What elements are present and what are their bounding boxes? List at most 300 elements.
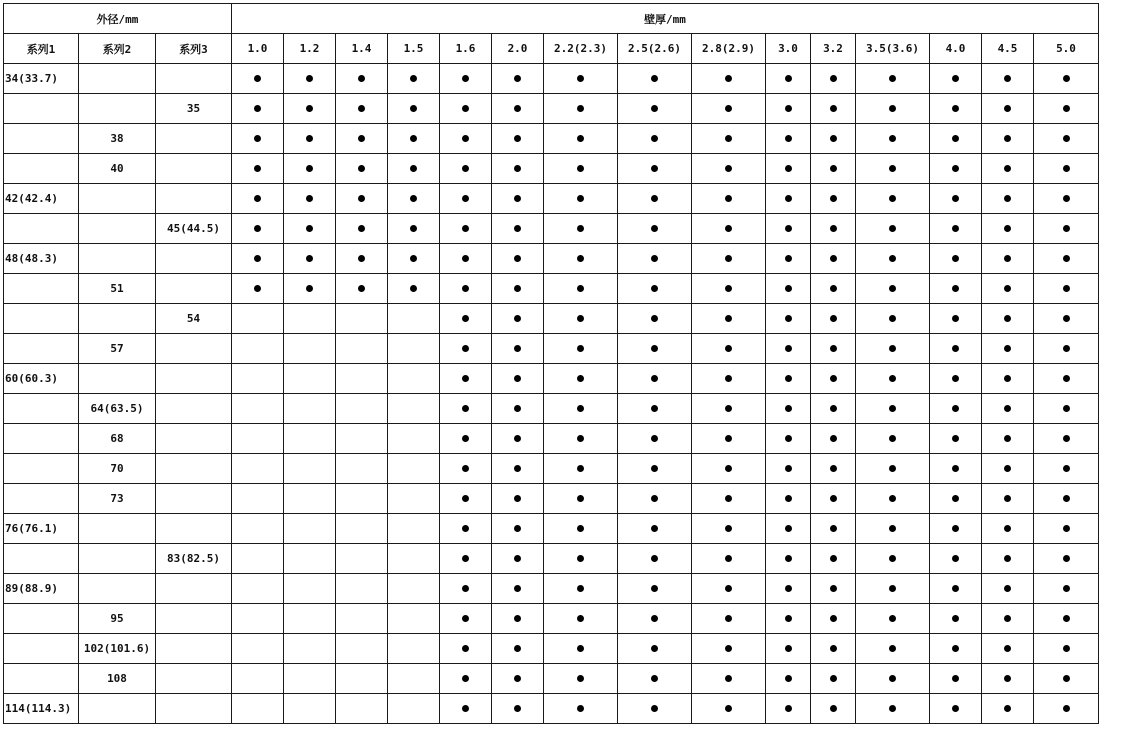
thickness-cell <box>1034 634 1099 664</box>
thickness-cell <box>618 304 692 334</box>
thickness-cell <box>284 304 336 334</box>
outer-diameter-series-1-cell: 114(114.3) <box>4 694 79 724</box>
table-row <box>4 274 1099 304</box>
thickness-cell <box>336 394 388 424</box>
thickness-cell <box>618 394 692 424</box>
availability-dot-icon <box>1063 675 1070 682</box>
outer-diameter-series-3-cell: 35 <box>156 94 232 124</box>
thickness-cell <box>930 94 982 124</box>
thickness-cell <box>388 94 440 124</box>
thickness-cell <box>284 154 336 184</box>
outer-diameter-series-1-cell <box>4 334 79 364</box>
availability-dot-icon <box>952 495 959 502</box>
thickness-cell <box>232 124 284 154</box>
thickness-cell <box>492 244 544 274</box>
availability-dot-icon <box>358 165 365 172</box>
availability-dot-icon <box>577 495 584 502</box>
availability-dot-icon <box>462 345 469 352</box>
availability-dot-icon <box>952 195 959 202</box>
thickness-cell <box>232 634 284 664</box>
outer-diameter-series-1-cell: 76(76.1) <box>4 514 79 544</box>
availability-dot-icon <box>306 285 313 292</box>
availability-dot-icon <box>785 375 792 382</box>
availability-dot-icon <box>410 135 417 142</box>
thickness-cell <box>766 484 811 514</box>
outer-diameter-series-2-cell: 64(63.5) <box>79 394 156 424</box>
outer-diameter-series-2-cell <box>79 514 156 544</box>
thickness-cell <box>284 484 336 514</box>
availability-dot-icon <box>462 435 469 442</box>
availability-dot-icon <box>725 585 732 592</box>
availability-dot-icon <box>785 465 792 472</box>
availability-dot-icon <box>725 165 732 172</box>
thickness-cell <box>766 304 811 334</box>
availability-dot-icon <box>830 225 837 232</box>
thickness-cell <box>388 604 440 634</box>
thickness-cell <box>388 424 440 454</box>
thickness-header: 1.0 <box>232 34 284 64</box>
table-row <box>4 544 1099 574</box>
thickness-cell <box>440 454 492 484</box>
availability-dot-icon <box>1063 135 1070 142</box>
outer-diameter-series-3-cell <box>156 334 232 364</box>
thickness-cell <box>232 364 284 394</box>
table-row <box>4 664 1099 694</box>
availability-dot-icon <box>830 585 837 592</box>
availability-dot-icon <box>952 375 959 382</box>
thickness-cell <box>336 574 388 604</box>
outer-diameter-series-1-cell: 34(33.7) <box>4 64 79 94</box>
thickness-cell <box>232 574 284 604</box>
thickness-cell <box>930 364 982 394</box>
thickness-cell <box>388 304 440 334</box>
thickness-cell <box>811 394 856 424</box>
availability-dot-icon <box>410 195 417 202</box>
thickness-cell <box>766 94 811 124</box>
availability-dot-icon <box>1004 495 1011 502</box>
table-row <box>4 574 1099 604</box>
thickness-cell <box>930 574 982 604</box>
thickness-cell <box>440 154 492 184</box>
outer-diameter-series-3-cell <box>156 64 232 94</box>
thickness-cell <box>856 154 930 184</box>
availability-dot-icon <box>462 255 469 262</box>
availability-dot-icon <box>306 255 313 262</box>
thickness-cell <box>766 244 811 274</box>
outer-diameter-series-3-cell <box>156 364 232 394</box>
thickness-cell <box>336 514 388 544</box>
thickness-cell <box>856 394 930 424</box>
thickness-cell <box>766 574 811 604</box>
thickness-cell <box>618 124 692 154</box>
availability-dot-icon <box>785 645 792 652</box>
thickness-cell <box>284 604 336 634</box>
availability-dot-icon <box>1063 105 1070 112</box>
availability-dot-icon <box>577 705 584 712</box>
availability-dot-icon <box>830 375 837 382</box>
thickness-cell <box>1034 664 1099 694</box>
thickness-cell <box>930 304 982 334</box>
thickness-cell <box>440 544 492 574</box>
availability-dot-icon <box>1063 285 1070 292</box>
thickness-cell <box>811 64 856 94</box>
outer-diameter-series-1-cell: 42(42.4) <box>4 184 79 214</box>
outer-diameter-series-2-cell: 38 <box>79 124 156 154</box>
outer-diameter-series-2-cell: 57 <box>79 334 156 364</box>
availability-dot-icon <box>785 705 792 712</box>
outer-diameter-series-1-cell <box>4 544 79 574</box>
thickness-cell <box>336 484 388 514</box>
thickness-cell <box>692 304 766 334</box>
thickness-cell <box>492 424 544 454</box>
outer-diameter-series-1-cell <box>4 94 79 124</box>
availability-dot-icon <box>725 135 732 142</box>
availability-dot-icon <box>785 435 792 442</box>
thickness-cell <box>766 364 811 394</box>
thickness-cell <box>1034 574 1099 604</box>
thickness-cell <box>930 514 982 544</box>
thickness-cell <box>1034 244 1099 274</box>
availability-dot-icon <box>785 555 792 562</box>
thickness-cell <box>766 394 811 424</box>
thickness-cell <box>232 64 284 94</box>
availability-dot-icon <box>410 225 417 232</box>
availability-dot-icon <box>651 405 658 412</box>
thickness-cell <box>492 94 544 124</box>
availability-dot-icon <box>952 225 959 232</box>
series-2-header: 系列2 <box>79 34 156 64</box>
availability-dot-icon <box>889 405 896 412</box>
availability-dot-icon <box>651 525 658 532</box>
availability-dot-icon <box>830 135 837 142</box>
availability-dot-icon <box>514 525 521 532</box>
availability-dot-icon <box>725 645 732 652</box>
thickness-cell <box>618 544 692 574</box>
thickness-cell <box>982 634 1034 664</box>
thickness-cell <box>692 124 766 154</box>
thickness-cell <box>692 664 766 694</box>
thickness-cell <box>930 394 982 424</box>
thickness-cell <box>1034 274 1099 304</box>
thickness-cell <box>930 664 982 694</box>
outer-diameter-series-3-cell <box>156 664 232 694</box>
availability-dot-icon <box>785 615 792 622</box>
availability-dot-icon <box>462 645 469 652</box>
availability-dot-icon <box>514 645 521 652</box>
availability-dot-icon <box>952 675 959 682</box>
thickness-cell <box>766 424 811 454</box>
availability-dot-icon <box>514 345 521 352</box>
thickness-cell <box>388 64 440 94</box>
availability-dot-icon <box>1004 135 1011 142</box>
availability-dot-icon <box>1004 255 1011 262</box>
availability-dot-icon <box>1004 525 1011 532</box>
thickness-cell <box>856 484 930 514</box>
thickness-cell <box>618 694 692 724</box>
outer-diameter-series-2-cell: 51 <box>79 274 156 304</box>
thickness-cell <box>388 394 440 424</box>
availability-dot-icon <box>1063 495 1070 502</box>
availability-dot-icon <box>952 585 959 592</box>
thickness-cell <box>1034 424 1099 454</box>
outer-diameter-series-3-cell: 54 <box>156 304 232 334</box>
pipe-dimension-table <box>3 3 1099 724</box>
outer-diameter-series-2-cell: 102(101.6) <box>79 634 156 664</box>
thickness-cell <box>492 124 544 154</box>
thickness-header: 5.0 <box>1034 34 1099 64</box>
thickness-cell <box>336 214 388 244</box>
thickness-cell <box>336 544 388 574</box>
thickness-cell <box>440 94 492 124</box>
availability-dot-icon <box>577 585 584 592</box>
thickness-cell <box>618 274 692 304</box>
outer-diameter-series-3-cell <box>156 244 232 274</box>
thickness-cell <box>982 244 1034 274</box>
thickness-cell <box>1034 154 1099 184</box>
outer-diameter-header: 外径/mm <box>4 4 232 34</box>
thickness-cell <box>232 184 284 214</box>
thickness-cell <box>440 274 492 304</box>
thickness-cell <box>440 574 492 604</box>
thickness-cell <box>440 124 492 154</box>
availability-dot-icon <box>830 555 837 562</box>
thickness-cell <box>544 94 618 124</box>
thickness-cell <box>284 394 336 424</box>
outer-diameter-series-2-cell <box>79 214 156 244</box>
availability-dot-icon <box>514 165 521 172</box>
thickness-cell <box>692 364 766 394</box>
availability-dot-icon <box>410 75 417 82</box>
thickness-header: 4.0 <box>930 34 982 64</box>
availability-dot-icon <box>651 165 658 172</box>
availability-dot-icon <box>785 315 792 322</box>
availability-dot-icon <box>1004 585 1011 592</box>
thickness-cell <box>336 94 388 124</box>
availability-dot-icon <box>577 465 584 472</box>
thickness-cell <box>388 454 440 484</box>
availability-dot-icon <box>889 315 896 322</box>
outer-diameter-series-3-cell <box>156 694 232 724</box>
thickness-cell <box>982 94 1034 124</box>
thickness-cell <box>692 514 766 544</box>
thickness-cell <box>284 244 336 274</box>
table-body <box>4 64 1099 724</box>
availability-dot-icon <box>254 225 261 232</box>
availability-dot-icon <box>725 405 732 412</box>
table-row <box>4 604 1099 634</box>
thickness-cell <box>856 124 930 154</box>
outer-diameter-series-2-cell <box>79 364 156 394</box>
availability-dot-icon <box>889 675 896 682</box>
availability-dot-icon <box>514 75 521 82</box>
availability-dot-icon <box>462 525 469 532</box>
availability-dot-icon <box>1004 405 1011 412</box>
outer-diameter-series-3-cell: 45(44.5) <box>156 214 232 244</box>
thickness-cell <box>692 574 766 604</box>
table-row <box>4 154 1099 184</box>
thickness-cell <box>856 334 930 364</box>
availability-dot-icon <box>577 675 584 682</box>
thickness-cell <box>982 274 1034 304</box>
outer-diameter-series-1-cell <box>4 124 79 154</box>
availability-dot-icon <box>514 225 521 232</box>
availability-dot-icon <box>785 225 792 232</box>
table-row <box>4 424 1099 454</box>
table-row <box>4 514 1099 544</box>
availability-dot-icon <box>952 105 959 112</box>
thickness-cell <box>766 334 811 364</box>
thickness-cell <box>766 184 811 214</box>
availability-dot-icon <box>358 195 365 202</box>
thickness-cell <box>692 544 766 574</box>
availability-dot-icon <box>651 315 658 322</box>
thickness-cell <box>930 424 982 454</box>
thickness-cell <box>440 694 492 724</box>
availability-dot-icon <box>1063 645 1070 652</box>
availability-dot-icon <box>785 675 792 682</box>
availability-dot-icon <box>462 675 469 682</box>
thickness-cell <box>811 244 856 274</box>
thickness-cell <box>856 574 930 604</box>
thickness-cell <box>1034 94 1099 124</box>
thickness-cell <box>544 154 618 184</box>
thickness-cell <box>856 304 930 334</box>
thickness-cell <box>856 244 930 274</box>
availability-dot-icon <box>889 345 896 352</box>
thickness-cell <box>232 334 284 364</box>
thickness-cell <box>284 544 336 574</box>
availability-dot-icon <box>952 75 959 82</box>
thickness-cell <box>492 214 544 244</box>
thickness-cell <box>856 454 930 484</box>
outer-diameter-series-3-cell: 83(82.5) <box>156 544 232 574</box>
table-row <box>4 334 1099 364</box>
outer-diameter-series-2-cell <box>79 94 156 124</box>
availability-dot-icon <box>514 105 521 112</box>
outer-diameter-series-1-cell <box>4 604 79 634</box>
thickness-cell <box>618 214 692 244</box>
availability-dot-icon <box>577 375 584 382</box>
thickness-cell <box>811 304 856 334</box>
availability-dot-icon <box>462 375 469 382</box>
availability-dot-icon <box>952 555 959 562</box>
availability-dot-icon <box>306 225 313 232</box>
thickness-cell <box>544 634 618 664</box>
availability-dot-icon <box>725 555 732 562</box>
availability-dot-icon <box>358 75 365 82</box>
outer-diameter-series-3-cell <box>156 514 232 544</box>
thickness-cell <box>440 244 492 274</box>
availability-dot-icon <box>889 255 896 262</box>
thickness-cell <box>766 154 811 184</box>
thickness-cell <box>232 694 284 724</box>
availability-dot-icon <box>830 465 837 472</box>
availability-dot-icon <box>785 105 792 112</box>
availability-dot-icon <box>410 255 417 262</box>
thickness-header: 3.0 <box>766 34 811 64</box>
thickness-cell <box>982 334 1034 364</box>
outer-diameter-series-3-cell <box>156 184 232 214</box>
thickness-cell <box>930 454 982 484</box>
thickness-cell <box>982 124 1034 154</box>
availability-dot-icon <box>1004 645 1011 652</box>
availability-dot-icon <box>651 555 658 562</box>
availability-dot-icon <box>462 705 469 712</box>
availability-dot-icon <box>725 285 732 292</box>
thickness-cell <box>284 184 336 214</box>
availability-dot-icon <box>1063 315 1070 322</box>
thickness-cell <box>440 334 492 364</box>
thickness-cell <box>618 664 692 694</box>
availability-dot-icon <box>514 465 521 472</box>
thickness-cell <box>492 514 544 544</box>
thickness-cell <box>811 694 856 724</box>
availability-dot-icon <box>514 375 521 382</box>
thickness-cell <box>618 244 692 274</box>
availability-dot-icon <box>577 555 584 562</box>
table-row <box>4 124 1099 154</box>
availability-dot-icon <box>889 525 896 532</box>
thickness-header: 2.8(2.9) <box>692 34 766 64</box>
table-row <box>4 394 1099 424</box>
outer-diameter-series-2-cell: 70 <box>79 454 156 484</box>
table-wrapper <box>3 3 1099 724</box>
availability-dot-icon <box>514 495 521 502</box>
thickness-cell <box>766 634 811 664</box>
thickness-cell <box>692 64 766 94</box>
thickness-cell <box>232 94 284 124</box>
availability-dot-icon <box>514 255 521 262</box>
availability-dot-icon <box>1063 195 1070 202</box>
thickness-cell <box>856 424 930 454</box>
thickness-header: 2.2(2.3) <box>544 34 618 64</box>
availability-dot-icon <box>785 165 792 172</box>
availability-dot-icon <box>725 465 732 472</box>
availability-dot-icon <box>952 525 959 532</box>
thickness-cell <box>982 544 1034 574</box>
thickness-cell <box>856 634 930 664</box>
thickness-cell <box>284 94 336 124</box>
thickness-cell <box>766 694 811 724</box>
thickness-cell <box>440 394 492 424</box>
thickness-cell <box>811 454 856 484</box>
availability-dot-icon <box>725 435 732 442</box>
thickness-cell <box>766 214 811 244</box>
thickness-cell <box>982 664 1034 694</box>
outer-diameter-series-1-cell <box>4 454 79 484</box>
availability-dot-icon <box>1063 585 1070 592</box>
thickness-cell <box>388 184 440 214</box>
availability-dot-icon <box>651 585 658 592</box>
thickness-cell <box>440 484 492 514</box>
availability-dot-icon <box>1063 405 1070 412</box>
thickness-cell <box>544 694 618 724</box>
availability-dot-icon <box>462 285 469 292</box>
thickness-cell <box>388 334 440 364</box>
availability-dot-icon <box>462 165 469 172</box>
outer-diameter-series-2-cell: 40 <box>79 154 156 184</box>
availability-dot-icon <box>889 285 896 292</box>
availability-dot-icon <box>577 405 584 412</box>
thickness-cell <box>440 664 492 694</box>
availability-dot-icon <box>577 345 584 352</box>
outer-diameter-series-2-cell <box>79 304 156 334</box>
availability-dot-icon <box>1063 255 1070 262</box>
thickness-cell <box>440 514 492 544</box>
availability-dot-icon <box>1063 75 1070 82</box>
thickness-header: 3.2 <box>811 34 856 64</box>
thickness-cell <box>766 124 811 154</box>
